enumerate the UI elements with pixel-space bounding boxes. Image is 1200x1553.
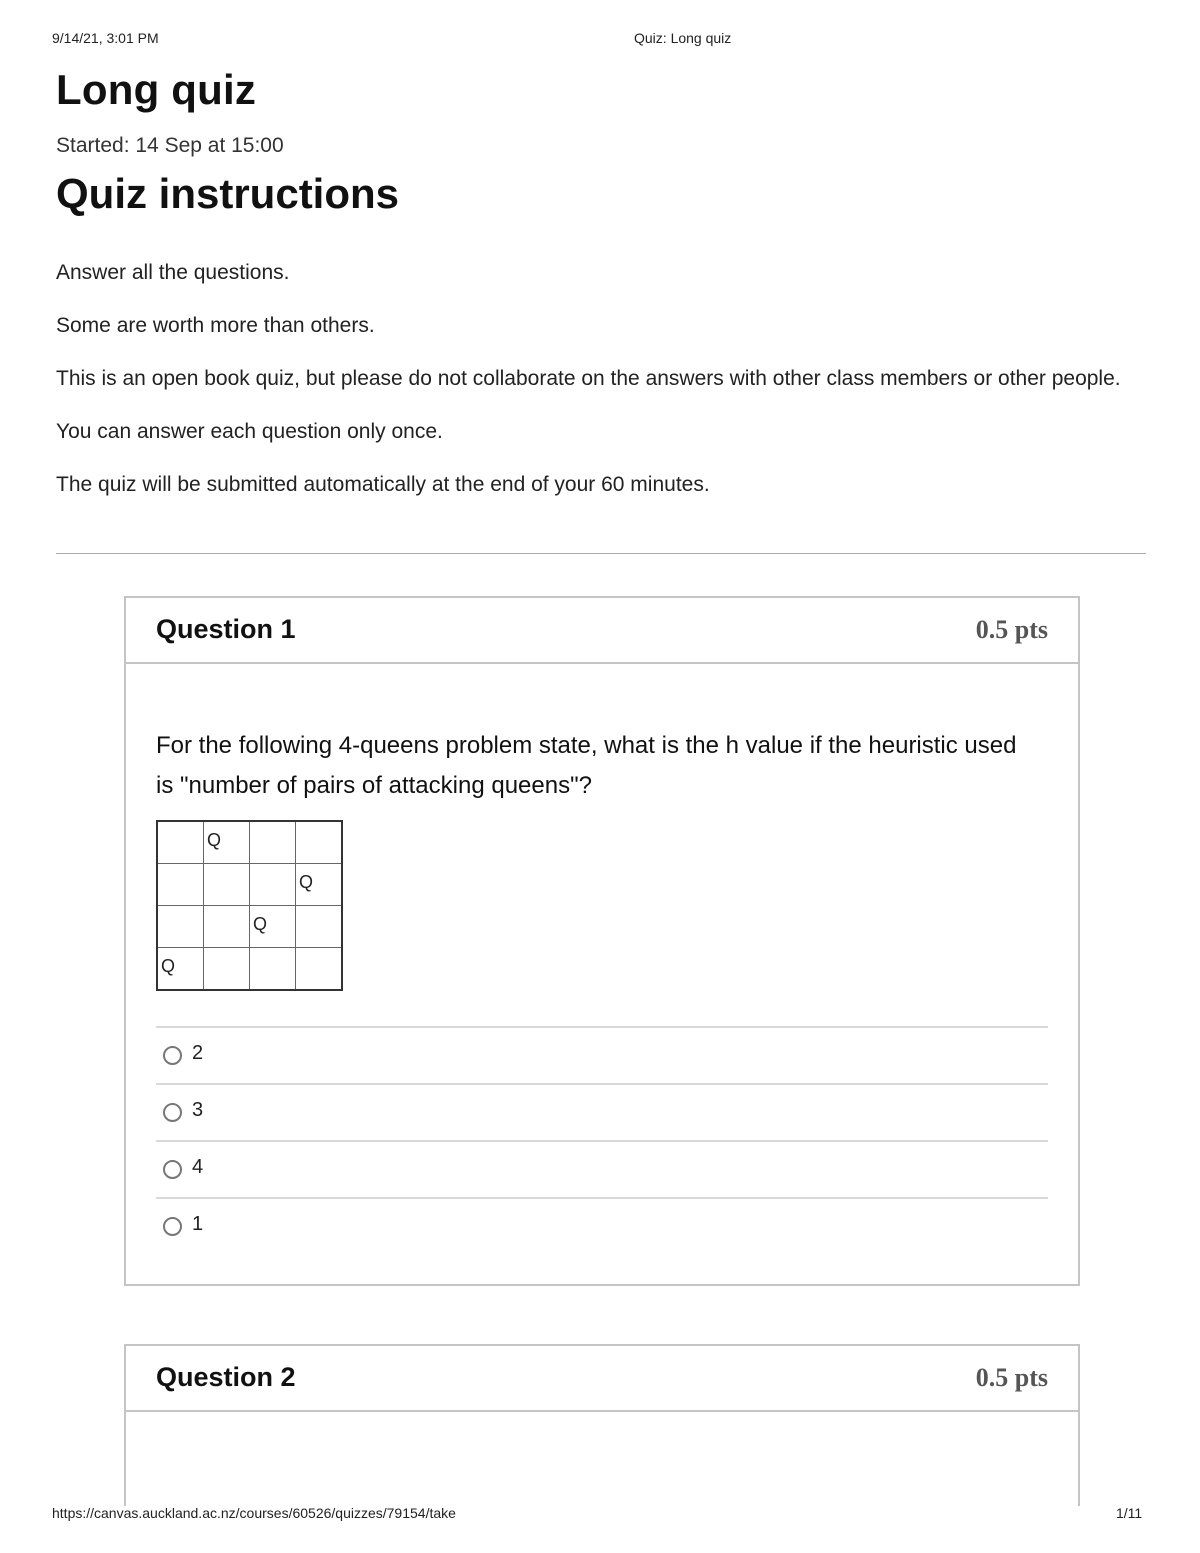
instructions-text bbox=[56, 256, 1136, 521]
question-header bbox=[126, 598, 1078, 664]
print-page-title: Quiz: Long quiz bbox=[634, 30, 732, 46]
answer-option[interactable] bbox=[156, 1140, 1048, 1197]
board-cell: Q bbox=[250, 906, 296, 948]
board-cell: Q bbox=[204, 821, 250, 864]
instruction-line: The quiz will be submitted automatically at the end of your 60 minutes. bbox=[56, 473, 710, 496]
board-cell bbox=[204, 864, 250, 906]
queens-board bbox=[156, 820, 343, 991]
board-cell: Q bbox=[296, 864, 343, 906]
board-row bbox=[157, 906, 342, 948]
board-cell bbox=[204, 906, 250, 948]
answer-label: 4 bbox=[192, 1156, 204, 1178]
board-cell: Q bbox=[157, 948, 204, 991]
question-card-2 bbox=[124, 1344, 1080, 1506]
question-title: Question 2 bbox=[156, 1362, 296, 1392]
board-row bbox=[157, 948, 342, 991]
answer-label: 2 bbox=[192, 1042, 204, 1064]
radio-button[interactable] bbox=[163, 1103, 182, 1122]
radio-button[interactable] bbox=[163, 1046, 182, 1065]
board-cell bbox=[157, 864, 204, 906]
question-points: 0.5 pts bbox=[975, 615, 1048, 644]
answer-list bbox=[156, 1026, 1048, 1254]
board-cell bbox=[296, 906, 343, 948]
instruction-line: Answer all the questions. bbox=[56, 261, 290, 284]
question-title: Question 1 bbox=[156, 614, 296, 644]
instruction-line: Some are worth more than others. bbox=[56, 314, 375, 337]
radio-button[interactable] bbox=[163, 1160, 182, 1179]
board-cell bbox=[250, 821, 296, 864]
quiz-title: Long quiz bbox=[56, 66, 257, 113]
board-cell bbox=[157, 906, 204, 948]
instruction-line: This is an open book quiz, but please do not collaborate on the answers with other class members or other people. bbox=[56, 367, 1121, 390]
board-cell bbox=[157, 821, 204, 864]
question-card-1 bbox=[124, 596, 1080, 1286]
print-header bbox=[0, 28, 1200, 48]
radio-button[interactable] bbox=[163, 1217, 182, 1236]
board-cell bbox=[250, 948, 296, 991]
answer-option[interactable] bbox=[156, 1083, 1048, 1140]
board-cell bbox=[250, 864, 296, 906]
board-row bbox=[157, 821, 342, 864]
instructions-heading: Quiz instructions bbox=[56, 170, 400, 217]
answer-label: 1 bbox=[192, 1213, 204, 1235]
answer-option[interactable] bbox=[156, 1026, 1048, 1083]
question-text: For the following 4-queens problem state, what is the h value if the heuristic used is "number of pairs of attacking queens"? bbox=[156, 732, 1017, 799]
instruction-line: You can answer each question only once. bbox=[56, 420, 443, 443]
board-row bbox=[157, 864, 342, 906]
answer-option[interactable] bbox=[156, 1197, 1048, 1254]
page-number: 1/11 bbox=[1116, 1505, 1143, 1521]
answer-label: 3 bbox=[192, 1099, 204, 1121]
page-url: https://canvas.auckland.ac.nz/courses/60526/quizzes/79154/take bbox=[52, 1505, 456, 1521]
board-cell bbox=[204, 948, 250, 991]
print-datetime: 9/14/21, 3:01 PM bbox=[52, 30, 159, 46]
board-cell bbox=[296, 821, 343, 864]
quiz-started-time: Started: 14 Sep at 15:00 bbox=[56, 134, 284, 157]
question-header bbox=[126, 1346, 1078, 1412]
section-divider bbox=[56, 553, 1146, 554]
question-points: 0.5 pts bbox=[975, 1363, 1048, 1392]
board-cell bbox=[296, 948, 343, 991]
